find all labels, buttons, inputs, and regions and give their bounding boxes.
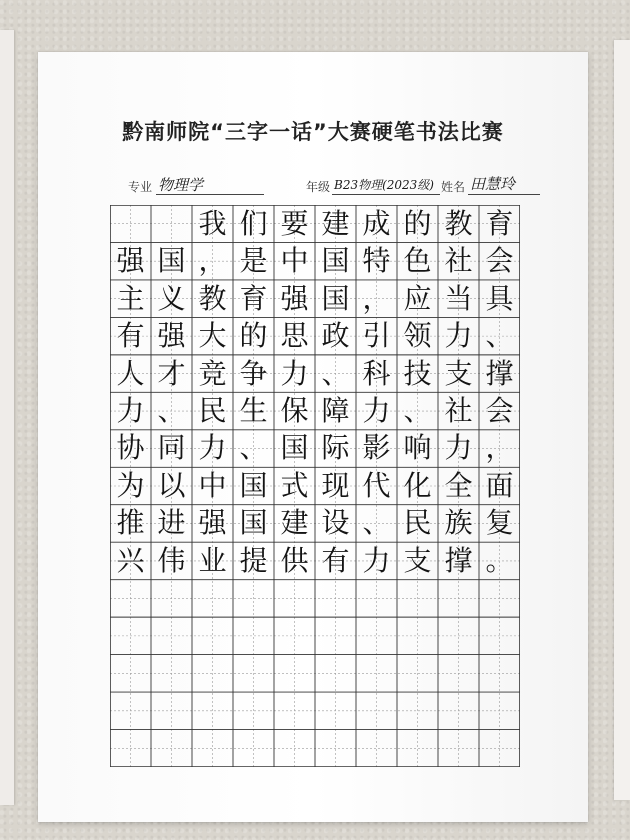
grid-cell: 响 xyxy=(403,431,432,465)
grid-cell: 、 xyxy=(321,356,350,390)
grid-cell: 国 xyxy=(239,506,268,540)
grid-cell xyxy=(192,692,233,729)
grid-cell: 会 xyxy=(485,244,514,278)
grid-cell xyxy=(274,580,315,617)
grid-cell xyxy=(151,205,192,242)
grid-cell: 、 xyxy=(239,431,268,465)
grid-cell xyxy=(274,729,315,766)
grid-cell: 支 xyxy=(444,356,473,390)
grid-cell xyxy=(233,580,274,617)
grid-cell: 教 xyxy=(198,281,227,315)
grid-cell: 民 xyxy=(198,393,227,427)
grid-cell xyxy=(356,580,397,617)
grid-cell xyxy=(479,654,520,691)
grid-cell: 、 xyxy=(485,319,514,353)
grid-cell xyxy=(151,729,192,766)
grid-cell: 国 xyxy=(157,244,186,278)
grid-cell: 的 xyxy=(403,206,432,240)
grid-cell: 的 xyxy=(239,319,268,353)
grid-cell: 成 xyxy=(362,206,391,240)
grade-value: B23物理(2023级) xyxy=(334,178,434,192)
grid-cell: 强 xyxy=(157,319,186,353)
grid-cell xyxy=(479,729,520,766)
adjacent-paper-left xyxy=(0,30,14,805)
grid-cell: 撑 xyxy=(444,543,473,577)
grid-cell xyxy=(479,692,520,729)
grid-cell: 强 xyxy=(280,281,309,315)
grid-cell: 影 xyxy=(362,431,391,465)
grid-cell: 保 xyxy=(280,393,309,427)
grid-cell xyxy=(479,617,520,654)
grid-cell xyxy=(110,617,151,654)
grid-cell: 人 xyxy=(116,356,145,390)
grid-cell: 社 xyxy=(444,244,473,278)
grid-cell: 争 xyxy=(239,356,268,390)
grid-cell xyxy=(233,654,274,691)
name-value: 田慧玲 xyxy=(470,175,516,193)
grid-cell: 力 xyxy=(198,431,227,465)
grid-cell xyxy=(397,617,438,654)
name-label: 姓名 xyxy=(441,180,466,194)
grid-cell: 们 xyxy=(239,206,268,240)
grid-cell: 业 xyxy=(198,543,227,577)
grid-cell: 强 xyxy=(116,244,145,278)
grid-cell: 会 xyxy=(485,393,514,427)
grid-cell: 复 xyxy=(485,506,514,540)
grid-cell: 育 xyxy=(239,281,268,315)
grid-cell: 具 xyxy=(485,281,514,315)
grid-cell xyxy=(315,692,356,729)
grid-cell: 推 xyxy=(116,506,145,540)
grid-cell xyxy=(151,617,192,654)
grid-cell: 。 xyxy=(485,543,514,577)
grid-cell: 技 xyxy=(403,356,432,390)
grid-cell xyxy=(110,692,151,729)
grid-cell: 兴 xyxy=(116,543,145,577)
major-value: 物理学 xyxy=(158,176,204,194)
grid-cell: 建 xyxy=(280,506,309,540)
grid-cell: 竞 xyxy=(198,356,227,390)
grid-cell xyxy=(110,654,151,691)
grid-cell: 族 xyxy=(444,506,473,540)
grid-cell: 中 xyxy=(280,244,309,278)
grid-cell xyxy=(438,692,479,729)
grid-cell: 伟 xyxy=(157,543,186,577)
grid-cell: 提 xyxy=(239,543,268,577)
grid-cell xyxy=(192,654,233,691)
grid-cell: 为 xyxy=(116,468,145,502)
grid-cell: 、 xyxy=(362,506,391,540)
grid-cell: 力 xyxy=(362,393,391,427)
grid-cell xyxy=(438,617,479,654)
name-underline xyxy=(468,194,540,195)
grid-cell: 色 xyxy=(403,244,432,278)
grid-cell: 、 xyxy=(157,393,186,427)
grid-cell: 际 xyxy=(321,431,350,465)
grid-cell xyxy=(274,617,315,654)
grid-cell xyxy=(438,654,479,691)
grid-cell: 领 xyxy=(403,319,432,353)
grade-underline xyxy=(332,194,440,195)
grid-cell xyxy=(151,654,192,691)
grid-cell: 力 xyxy=(444,319,473,353)
grid-cell: 障 xyxy=(321,393,350,427)
student-info-row xyxy=(128,172,548,198)
grid-cell xyxy=(110,580,151,617)
grid-cell: 大 xyxy=(198,319,227,353)
grid-cell: 教 xyxy=(444,206,473,240)
grid-cell xyxy=(479,580,520,617)
grid-cell xyxy=(315,729,356,766)
grid-cell: 科 xyxy=(362,356,391,390)
grid-cell: 同 xyxy=(157,431,186,465)
grid-cell: 特 xyxy=(362,244,391,278)
grid-cell xyxy=(315,654,356,691)
grade-label: 年级 xyxy=(306,180,331,194)
grid-cell xyxy=(397,580,438,617)
grid-cell: ， xyxy=(485,431,514,465)
grid-cell: 国 xyxy=(321,281,350,315)
sheet-title: 黔南师院“三字一话”大赛硬笔书法比赛 xyxy=(122,120,504,144)
grid-cell: 要 xyxy=(280,206,309,240)
grid-cell xyxy=(274,654,315,691)
grid-cell xyxy=(397,692,438,729)
grid-cell: 面 xyxy=(485,468,514,502)
grid-cell: ， xyxy=(362,281,391,315)
grid-cell: 中 xyxy=(198,468,227,502)
grid-cell: 政 xyxy=(321,319,350,353)
grid-cell xyxy=(438,729,479,766)
grid-cell: 撑 xyxy=(485,356,514,390)
grid-cell: 、 xyxy=(403,393,432,427)
grid-cell xyxy=(110,729,151,766)
grid-cell xyxy=(192,580,233,617)
grid-cell: 力 xyxy=(280,356,309,390)
grid-cell xyxy=(233,692,274,729)
grid-cell xyxy=(315,617,356,654)
grid-cell xyxy=(397,729,438,766)
grid-cell: 国 xyxy=(239,468,268,502)
tianzige-grid xyxy=(110,205,520,767)
grid-cell xyxy=(356,654,397,691)
grid-cell: 代 xyxy=(362,468,391,502)
grid-cell: 供 xyxy=(280,543,309,577)
grid-cell xyxy=(192,617,233,654)
grid-cell: 国 xyxy=(321,244,350,278)
major-underline xyxy=(156,194,264,195)
grid-cell: 当 xyxy=(444,281,473,315)
grid-cell: 化 xyxy=(403,468,432,502)
grid-cell: 设 xyxy=(321,506,350,540)
grid-cell xyxy=(233,729,274,766)
grid-cell: 义 xyxy=(157,281,186,315)
grid-cell xyxy=(151,580,192,617)
grid-cell: 引 xyxy=(362,319,391,353)
grid-cell: 式 xyxy=(280,468,309,502)
grid-cell xyxy=(110,205,151,242)
grid-cell xyxy=(356,692,397,729)
grid-cell: 有 xyxy=(321,543,350,577)
grid-cell xyxy=(356,617,397,654)
grid-cell xyxy=(151,692,192,729)
grid-cell: 进 xyxy=(157,506,186,540)
grid-cell: 有 xyxy=(116,319,145,353)
grid-cell: 强 xyxy=(198,506,227,540)
grid-cell: 才 xyxy=(157,356,186,390)
grid-cell: 全 xyxy=(444,468,473,502)
grid-cell: 国 xyxy=(280,431,309,465)
grid-cell xyxy=(438,580,479,617)
grid-cell: 应 xyxy=(403,281,432,315)
grid-cell: 力 xyxy=(116,393,145,427)
grid-cell xyxy=(315,580,356,617)
grid-cell xyxy=(274,692,315,729)
grid-cell: ， xyxy=(198,244,227,278)
grid-cell: 是 xyxy=(239,244,268,278)
handwritten-text-area xyxy=(110,205,520,767)
grid-cell xyxy=(233,617,274,654)
grid-cell: 现 xyxy=(321,468,350,502)
grid-cell: 以 xyxy=(157,468,186,502)
grid-cell xyxy=(356,729,397,766)
grid-cell: 协 xyxy=(116,431,145,465)
grid-cell: 思 xyxy=(280,319,309,353)
grid-cell xyxy=(192,729,233,766)
grid-cell: 支 xyxy=(403,543,432,577)
adjacent-paper-right xyxy=(614,40,630,800)
grid-cell: 建 xyxy=(321,206,350,240)
grid-cell: 社 xyxy=(444,393,473,427)
grid-cell: 育 xyxy=(485,206,514,240)
grid-cell: 生 xyxy=(239,393,268,427)
grid-cell: 我 xyxy=(198,206,227,240)
grid-cell: 力 xyxy=(362,543,391,577)
grid-cell: 主 xyxy=(116,281,145,315)
grid-cell: 民 xyxy=(403,506,432,540)
grid-cell: 力 xyxy=(444,431,473,465)
grid-cell xyxy=(397,654,438,691)
major-label: 专业 xyxy=(128,180,153,194)
